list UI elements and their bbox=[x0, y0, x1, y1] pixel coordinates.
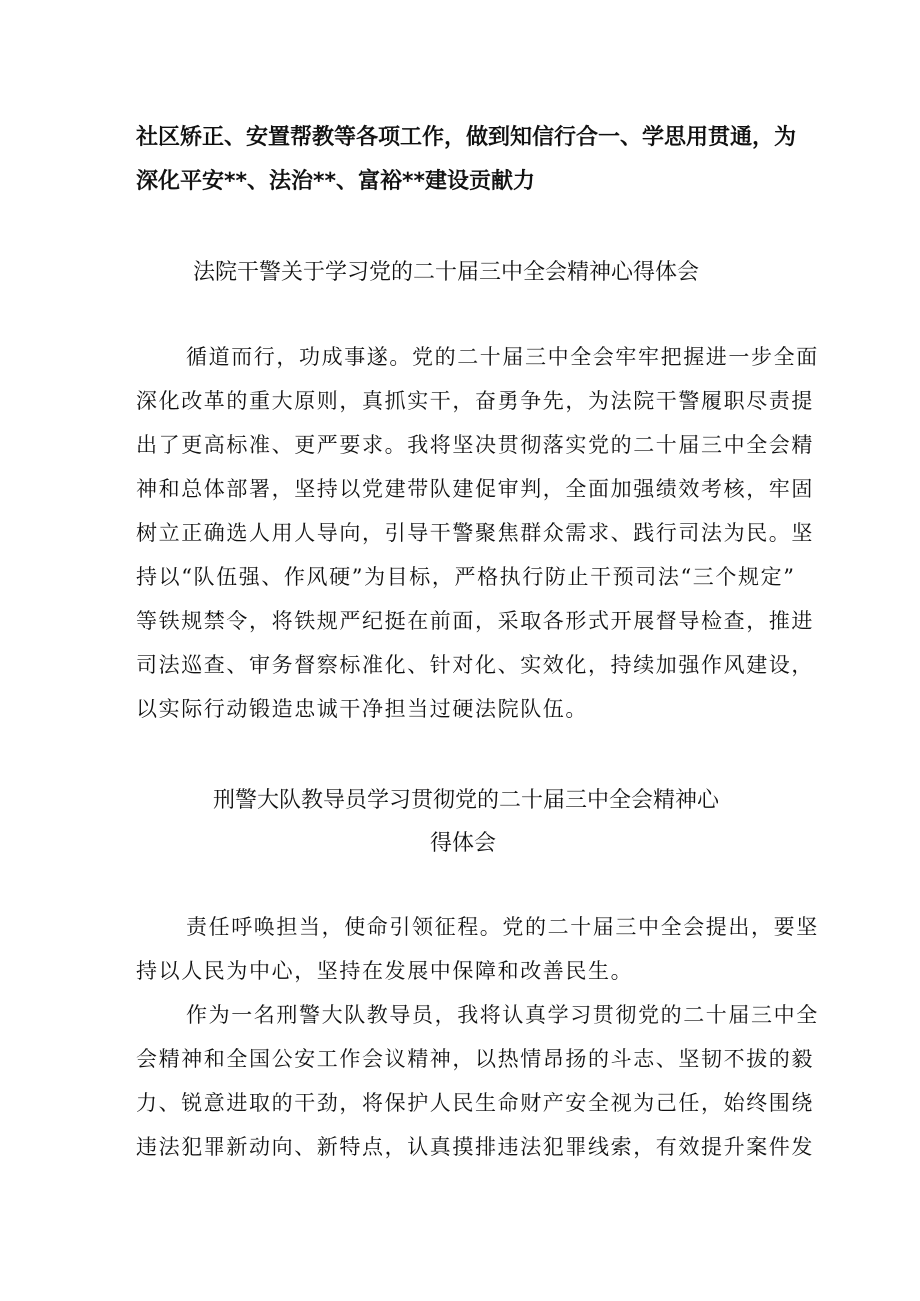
paragraph-line: 司法巡查、审务督察标准化、针对化、实效化，持续加强作风建设， bbox=[136, 653, 814, 677]
paragraph-line: 树立正确选人用人导向，引导干警聚焦群众需求、践行司法为民。坚 bbox=[136, 521, 814, 545]
paragraph-line: 违法犯罪新动向、新特点，认真摸排违法犯罪线索，有效提升案件发 bbox=[136, 1135, 814, 1159]
paragraph-line: 会精神和全国公安工作会议精神，以热情昂扬的斗志、坚韧不拔的毅 bbox=[136, 1047, 814, 1071]
paragraph-line: 持以“队伍强、作风硬”为目标，严格执行防止干预司法“三个规定” bbox=[136, 565, 796, 589]
paragraph-line: 深化改革的重大原则，真抓实干，奋勇争先，为法院干警履职尽责提 bbox=[136, 389, 814, 413]
section-title: 得体会 bbox=[430, 831, 497, 856]
paragraph-line: 责任呼唤担当，使命引领征程。党的二十届三中全会提出，要坚 bbox=[186, 915, 819, 939]
paragraph-line: 力、锐意进取的干劲，将保护人民生命财产安全视为己任，始终围绕 bbox=[136, 1091, 814, 1115]
intro-line: 社区矫正、安置帮教等各项工作，做到知信行合一、学思用贯通，为 bbox=[136, 125, 797, 150]
paragraph-line: 循道而行，功成事遂。党的二十届三中全会牢牢把握进一步全面 bbox=[186, 345, 819, 369]
paragraph-line: 作为一名刑警大队教导员，我将认真学习贯彻党的二十届三中全 bbox=[186, 1003, 819, 1027]
paragraph-line: 等铁规禁令，将铁规严纪挺在前面，采取各形式开展督导检查，推进 bbox=[136, 609, 814, 633]
paragraph-line: 神和总体部署，坚持以党建带队建促审判，全面加强绩效考核，牢固 bbox=[136, 477, 814, 501]
paragraph-line: 持以人民为中心，坚持在发展中保障和改善民生。 bbox=[136, 959, 634, 983]
paragraph-line: 出了更高标准、更严要求。我将坚决贯彻落实党的二十届三中全会精 bbox=[136, 433, 814, 457]
intro-line: 深化平安**、法治**、富裕**建设贡献力 bbox=[136, 169, 536, 194]
section-title: 法院干警关于学习党的二十届三中全会精神心得体会 bbox=[193, 260, 700, 285]
paragraph-line: 以实际行动锻造忠诚干净担当过硬法院队伍。 bbox=[136, 697, 588, 721]
section-title: 刑警大队教导员学习贯彻党的二十届三中全会精神心 bbox=[213, 788, 720, 813]
